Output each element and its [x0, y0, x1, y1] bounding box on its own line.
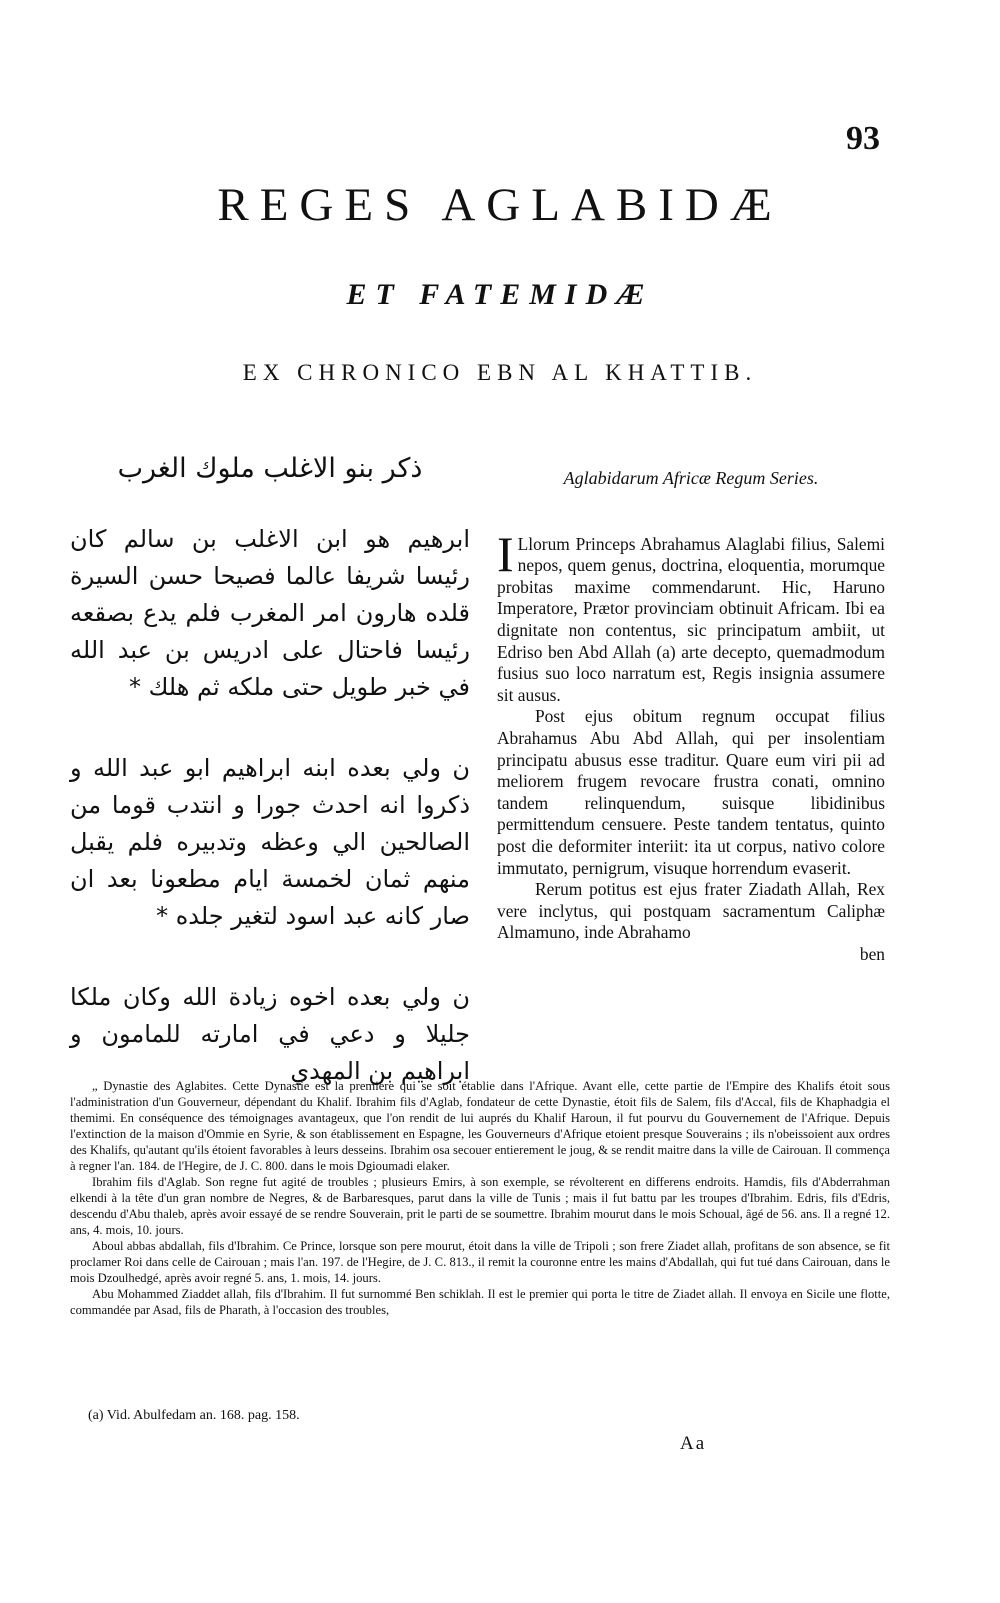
latin-heading: Aglabidarum Africæ Regum Series.	[563, 468, 819, 488]
chronicle-title: EX CHRONICO EBN AL KHATTIB.	[242, 360, 758, 385]
footnote-paragraph: Ibrahim fils d'Aglab. Son regne fut agité de troubles ; plusieurs Emirs, à son exemple, se révolterent en differens endroits. Hamdis, fils d'Abderrahman elkendi à la tête d'un gran nombre de Negres, & de Barbaresques, parut dans la ville de Tunis ; mais il fut battu par les troupes d'Ibrahim. Edris, fils d'Edris, descendu d'Abu thaleb, après avoir essayé de se rendre Souverain, prit le parti de se soumettre. Ibrahim mourut dans le mois Schoual, âgé de 56. ans. Il a regné 12. ans, 4. mois, 10. jours.	[70, 1175, 890, 1237]
footnote-paragraph: Aboul abbas abdallah, fils d'Ibrahim. Ce Prince, lorsque son pere mourut, étoit dans la ville de Tripoli ; son frere Ziadet allah, profitans de son absence, se fit proclamer Roi dans celle de Cairouan ; mais l'an. 197. de l'Hegire, de J. C. 813., il remit la couronne entre les mains d'Abdallah, qui fut tué dans Cairouan, dans le mois Dzoulhedgé, après avoir regné 5. ans, 1. mois, 14. jours.	[70, 1239, 890, 1285]
footnotes	[70, 1078, 890, 1318]
page-number: 93	[846, 120, 880, 157]
arabic-column	[70, 450, 470, 1134]
signature-mark: Aa	[680, 1433, 707, 1454]
catchword: ben	[859, 943, 885, 964]
arabic-paragraph: ابرهيم هو ابن الاغلب بن سالم كان رئيسا شريفا عالما فصيحا حسن السيرة قلده هارون امر المغرب فلم يدع بصقعه رئيسا فاحتال على ادريس بن عبد الله في خبر طويل حتى ملكه ثم هلك *	[70, 525, 470, 701]
drop-cap: I	[497, 525, 514, 582]
arabic-paragraph: ن ولي بعده اخوه زيادة الله وكان ملكا جليلا و دعي في امارته للمامون و ابراهيم بن المهدي	[70, 983, 470, 1085]
latin-paragraph-text: Llorum Princeps Abrahamus Alaglabi filius, Salemi nepos, quem genus, doctrina, eloquentia, morumque probitas maxime commendarunt. Hic, Haruno Imperatore, Prætor provinciam obtinuit Africam. Ibi ea dignitate non contentus, sic principatum ambiit, ut Edriso ben Abd Allah (a) arte decepto, quemadmodum fusius suo loco narratum est, Regis insignia assumere sit ausus.	[497, 533, 885, 705]
latin-paragraph	[497, 525, 885, 707]
latin-paragraph: Post ejus obitum regnum occupat filius Abrahamus Abu Abd Allah, qui per insolentiam principatu abusus esse traditur. Quare eum viri pii ad meliorem frugem revocare frustra conati, omnino tandem relinquendum, suisque libidinibus permittendum censuere. Peste tandem tentatus, quinto post die deformiter interiit: ita ut corpus, nativo colore immutato, pernigrum, visuque horrendum evaserit.	[497, 706, 885, 878]
footnote-paragraph: „ Dynastie des Aglabites. Cette Dynastie est la premiere qui se soit établie dans l'Afrique. Avant elle, cette partie de l'Empire des Khalifs étoit sous l'administration d'un Gouverneur, dépendant du Khalif. Ibrahim fils d'Aglab, fondateur de cette Dynastie, étoit fils de Salem, fils d'Accal, fils de Khaphadgia el themimi. En conséquence des témoignages avantageux, que l'on rendit de lui auprés du Khalif Haroun, il fut pourvu du Gouvernement de l'Afrique. Depuis l'extinction de la maison d'Ommie en Syrie, & son établissement en Espagne, les Gouverneurs d'Afrique etoient presque Souverains ; ils n'obeissoient aux ordres des Khalifs, qu'autant qu'ils étoient favorables à leurs desseins. Ibrahim osa secouer entierement le joug, & se rendit maitre dans la ville de Cairouan. Il commença à regner l'an. 184. de l'Hegire, de J. C. 800. dans le mois Dgioumadi elaker.	[70, 1079, 890, 1173]
latin-column	[497, 468, 885, 965]
page-title: REGES AGLABIDÆ	[217, 179, 783, 231]
latin-paragraph: Rerum potitus est ejus frater Ziadath Allah, Rex vere inclytus, qui postquam sacramentum Caliphæ Almamuno, inde Abrahamo	[497, 879, 885, 943]
footnote-paragraph: Abu Mohammed Ziaddet allah, fils d'Ibrahim. Il fut surnommé Ben schiklah. Il est le premier qui porta le titre de Ziadet allah. Il envoya en Sicile une flotte, commandée par Asad, fils de Pharath, à l'occasion des troubles,	[70, 1287, 890, 1317]
arabic-paragraph: ن ولي بعده ابنه ابراهيم ابو عبد الله و ذكروا انه احدث جورا و انتدب قوما من الصالحين الي وعظه وتدبيره فلم يقبل منهم ثمان لخمسة ايام مطعونا بعد ان صار كانه عبد اسود لتغير جلده *	[70, 754, 470, 930]
page-subtitle: ET FATEMIDÆ	[346, 278, 654, 311]
reference-note: (a) Vid. Abulfedam an. 168. pag. 158.	[88, 1408, 300, 1423]
arabic-heading: ذكر بنو الاغلب ملوك الغرب	[117, 453, 423, 484]
